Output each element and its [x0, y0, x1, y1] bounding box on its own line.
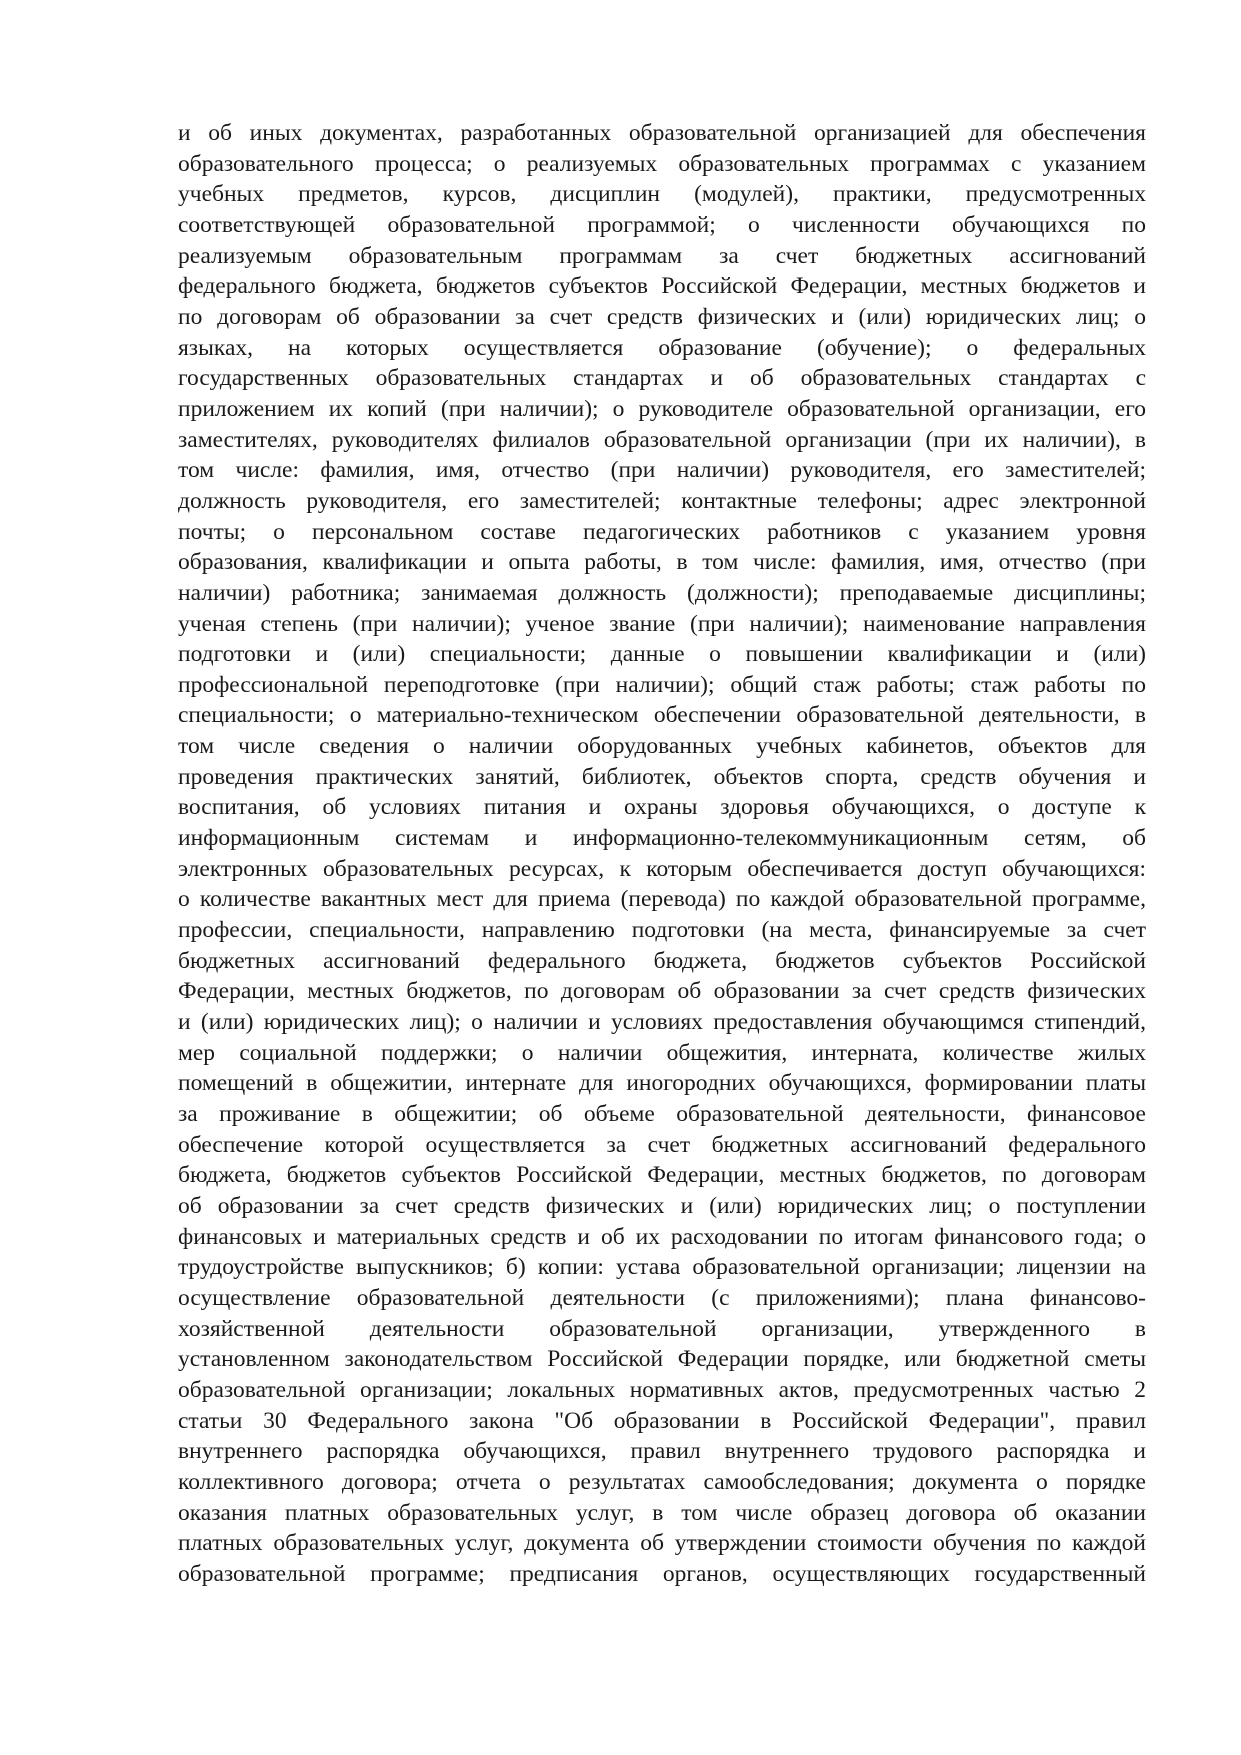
- text-line: обеспечение которой осуществляется за счет бюджетных ассигнований федерального: [178, 1131, 1146, 1158]
- text-line: воспитания, об условиях питания и охраны здоровья обучающихся, о доступе к: [178, 794, 1146, 821]
- text-line: и об иных документах, разработанных образовательной организацией для обеспечения: [178, 120, 1146, 146]
- text-line: специальности; о материально-техническом обеспечении образовательной деятельности, в: [178, 702, 1146, 729]
- text-line: установленном законодательством Российской Федерации порядке, или бюджетной сметы: [178, 1346, 1146, 1373]
- text-line: мер социальной поддержки; о наличии общежития, интерната, количестве жилых: [178, 1039, 1146, 1066]
- text-line: образовательного процесса; о реализуемых образовательных программах с указанием: [178, 150, 1146, 177]
- text-line: ученая степень (при наличии); ученое звание (при наличии); наименование направления: [178, 610, 1146, 637]
- text-line: том числе сведения о наличии оборудованных учебных кабинетов, объектов для: [178, 733, 1146, 760]
- text-line: за проживание в общежитии; об объеме образовательной деятельности, финансовое: [178, 1101, 1146, 1127]
- text-line: Федерации, местных бюджетов, по договорам об образовании за счет средств физических: [178, 978, 1146, 1005]
- text-line: помещений в общежитии, интернате для иногородних обучающихся, формировании платы: [178, 1070, 1146, 1097]
- text-line: осуществление образовательной деятельности (с приложениями); плана финансово-: [178, 1284, 1146, 1311]
- text-line: о количестве вакантных мест для приема (перевода) по каждой образовательной программе,: [178, 886, 1146, 913]
- text-line: по договорам об образовании за счет средств физических и (или) юридических лиц; о: [178, 303, 1146, 330]
- text-line: бюджетных ассигнований федерального бюджета, бюджетов субъектов Российской: [178, 947, 1146, 974]
- text-line: учебных предметов, курсов, дисциплин (модулей), практики, предусмотренных: [178, 181, 1146, 208]
- text-line: том числе: фамилия, имя, отчество (при наличии) руководителя, его заместителей;: [178, 457, 1146, 484]
- text-line: трудоустройстве выпускников; б) копии: устава образовательной организации; лицензии на: [178, 1254, 1146, 1281]
- text-line: информационным системам и информационно-телекоммуникационным сетям, об: [178, 825, 1146, 852]
- text-line: должность руководителя, его заместителей; контактные телефоны; адрес электронной: [178, 487, 1146, 514]
- text-line: образовательной программе; предписания органов, осуществляющих государственный: [178, 1560, 1146, 1587]
- text-line: финансовых и материальных средств и об их расходовании по итогам финансового года; о: [178, 1223, 1146, 1250]
- text-line: внутреннего распорядка обучающихся, правил внутреннего трудового распорядка и: [178, 1438, 1146, 1465]
- text-line: оказания платных образовательных услуг, в том числе образец договора об оказании: [178, 1499, 1146, 1526]
- text-line: профессиональной переподготовке (при наличии); общий стаж работы; стаж работы по: [178, 671, 1146, 698]
- text-line: проведения практических занятий, библиотек, объектов спорта, средств обучения и: [178, 763, 1146, 790]
- text-line: реализуемым образовательным программам за счет бюджетных ассигнований: [178, 242, 1146, 269]
- text-line: соответствующей образовательной программой; о численности обучающихся по: [178, 211, 1146, 238]
- text-line: коллективного договора; отчета о результатах самообследования; документа о порядке: [178, 1468, 1146, 1495]
- text-line: образовательной организации; локальных нормативных актов, предусмотренных частью 2: [178, 1376, 1146, 1403]
- text-line: бюджета, бюджетов субъектов Российской Федерации, местных бюджетов, по договорам: [178, 1162, 1146, 1189]
- text-line: приложением их копий (при наличии); о руководителе образовательной организации, его: [178, 395, 1146, 422]
- body-text: [178, 118, 1146, 1590]
- text-line: языках, на которых осуществляется образование (обучение); о федеральных: [178, 334, 1146, 361]
- text-line: об образовании за счет средств физических и (или) юридических лиц; о поступлении: [178, 1192, 1146, 1219]
- text-line: хозяйственной деятельности образовательной организации, утвержденного в: [178, 1315, 1146, 1342]
- text-line: профессии, специальности, направлению подготовки (на места, финансируемые за счет: [178, 917, 1146, 944]
- text-line: федерального бюджета, бюджетов субъектов Российской Федерации, местных бюджетов и: [178, 273, 1146, 300]
- text-line: государственных образовательных стандартах и об образовательных стандартах с: [178, 365, 1146, 392]
- text-line: и (или) юридических лиц); о наличии и условиях предоставления обучающимся стипендий,: [178, 1009, 1146, 1036]
- text-line: подготовки и (или) специальности; данные о повышении квалификации и (или): [178, 641, 1146, 668]
- text-line: платных образовательных услуг, документа об утверждении стоимости обучения по каждой: [178, 1530, 1146, 1557]
- text-line: электронных образовательных ресурсах, к которым обеспечивается доступ обучающихся:: [178, 855, 1146, 882]
- text-line: образования, квалификации и опыта работы, в том числе: фамилия, имя, отчество (при: [178, 549, 1146, 576]
- text-line: статьи 30 Федерального закона "Об образовании в Российской Федерации", правил: [178, 1407, 1146, 1434]
- text-line: почты; о персональном составе педагогических работников с указанием уровня: [178, 518, 1146, 545]
- text-line: наличии) работника; занимаемая должность (должности); преподаваемые дисциплины;: [178, 579, 1146, 606]
- text-line: заместителях, руководителях филиалов образовательной организации (при их наличии), в: [178, 426, 1146, 453]
